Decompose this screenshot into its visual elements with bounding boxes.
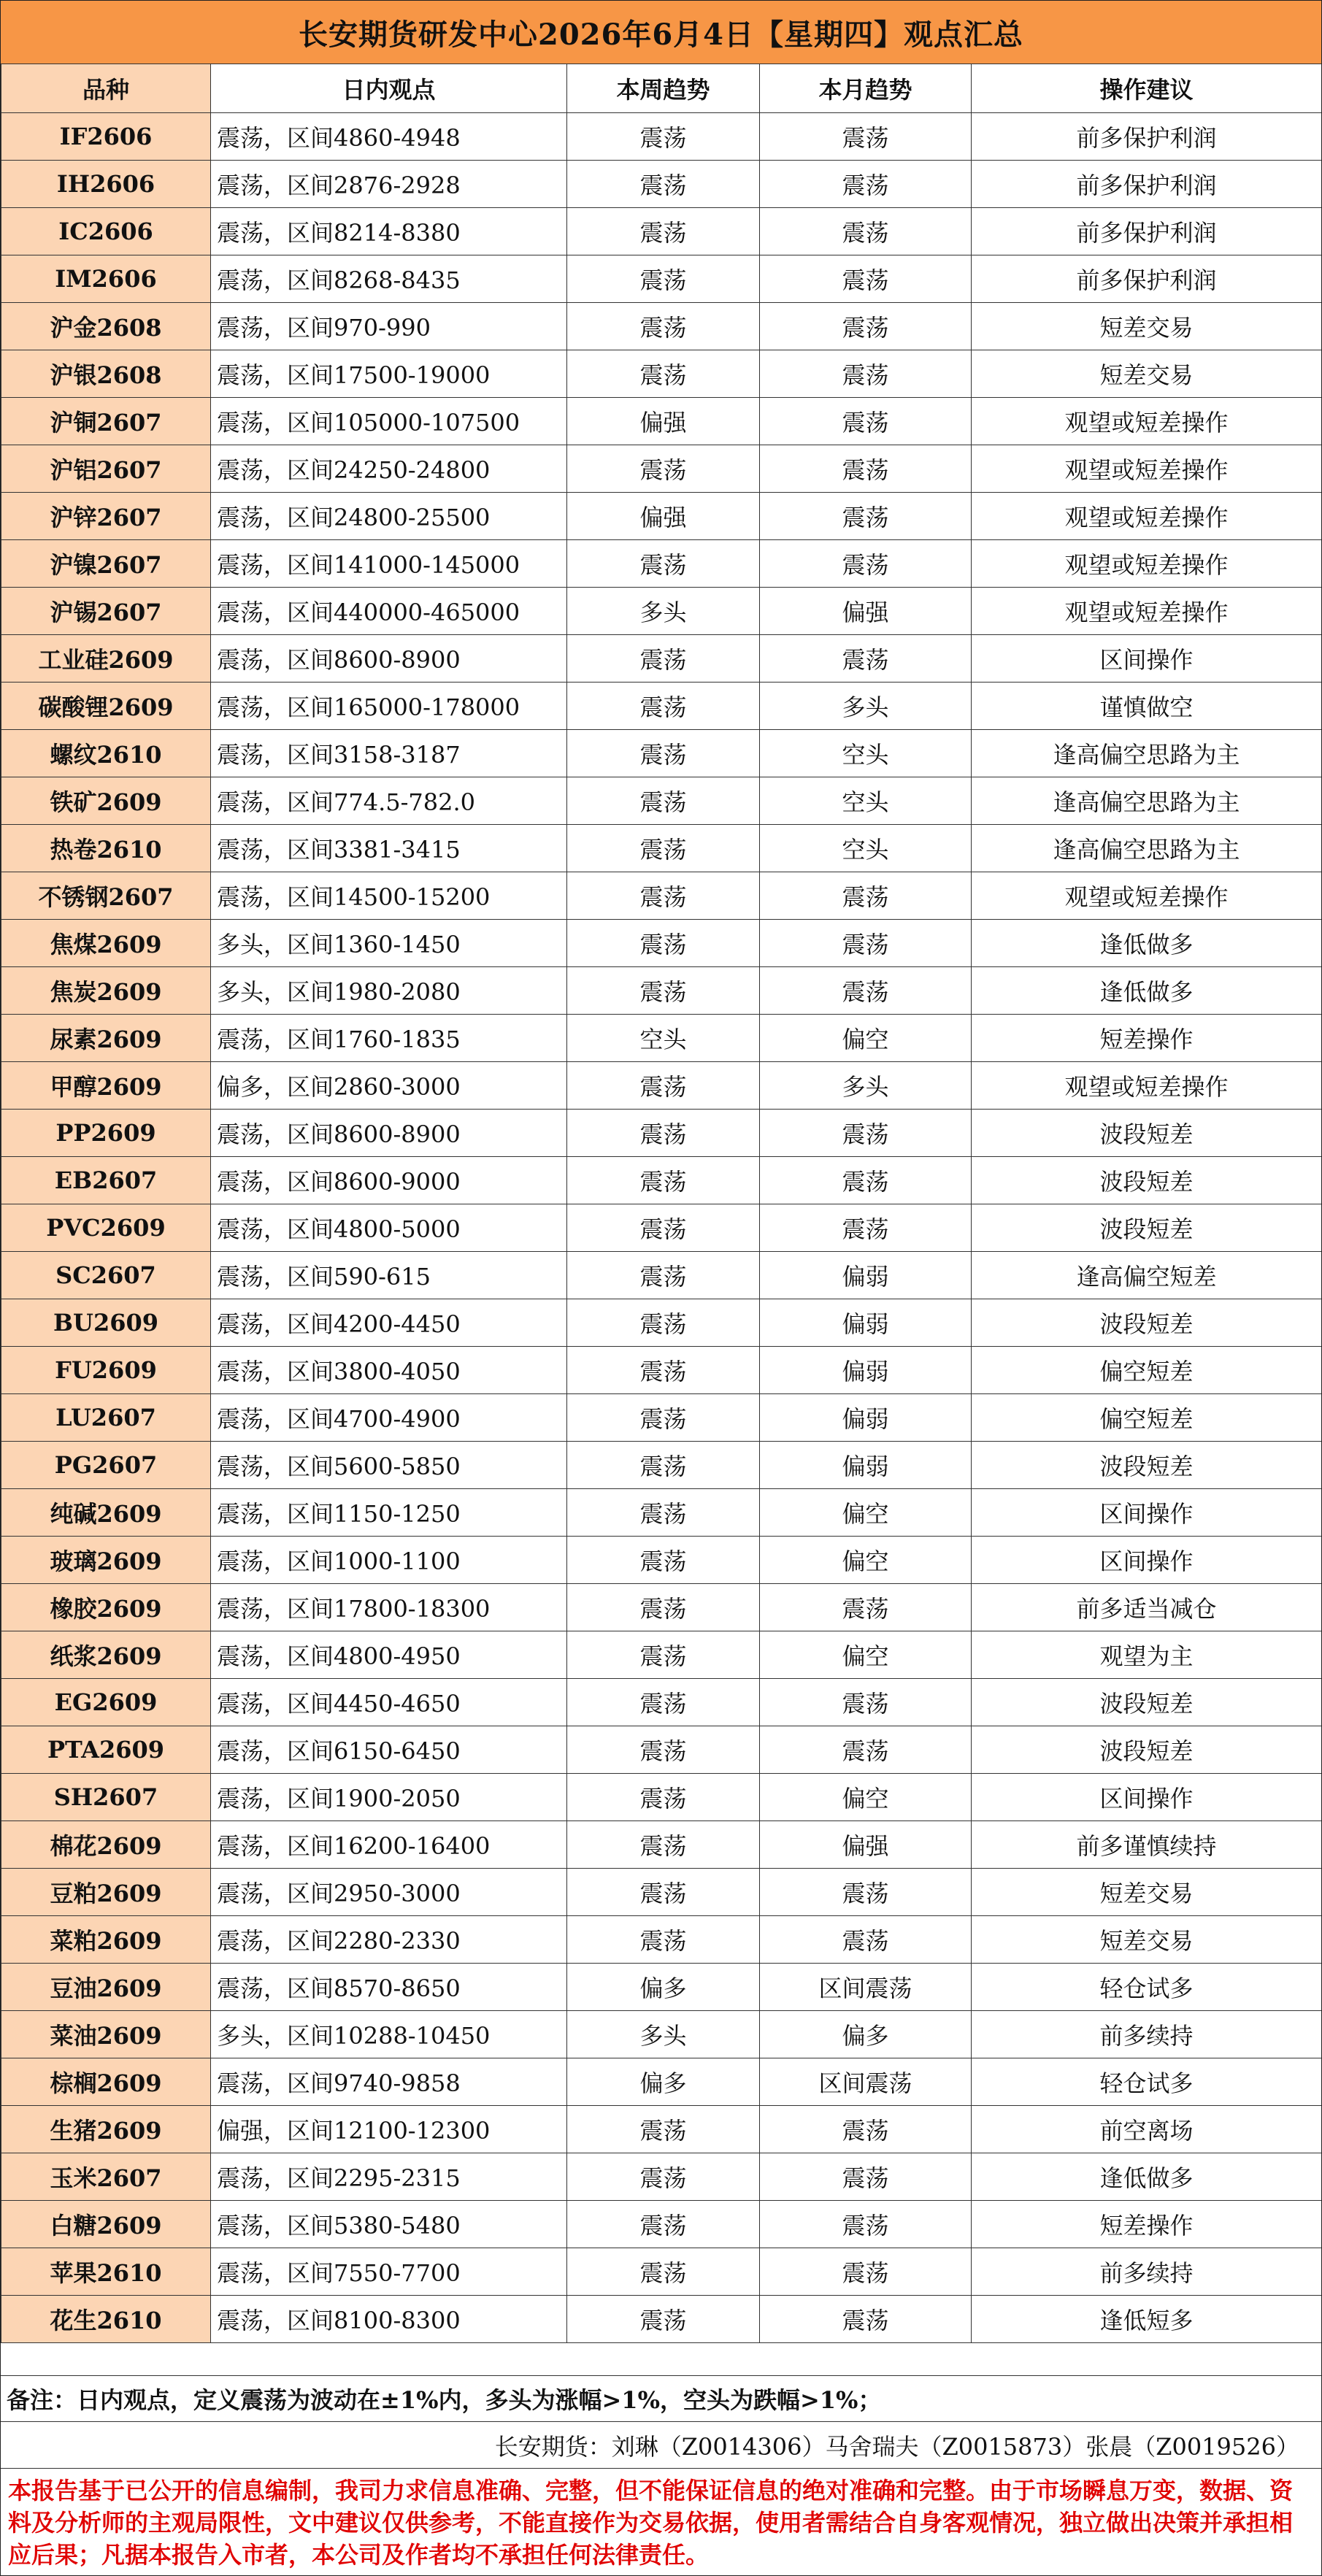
table-body bbox=[1, 113, 1322, 2343]
month-trend-cell: 偏空 bbox=[760, 1631, 972, 1679]
product-cell: PG2607 bbox=[1, 1442, 211, 1489]
product-cell: 白糖2609 bbox=[1, 2201, 211, 2248]
week-trend-cell: 震荡 bbox=[567, 2248, 760, 2296]
week-trend-cell: 震荡 bbox=[567, 967, 760, 1015]
week-trend-cell: 震荡 bbox=[567, 872, 760, 920]
advice-cell: 波段短差 bbox=[972, 1204, 1322, 1252]
table-row bbox=[1, 1631, 1322, 1679]
intraday-view-cell: 震荡，区间8600-8900 bbox=[211, 635, 567, 683]
month-trend-cell: 震荡 bbox=[760, 1726, 972, 1774]
intraday-view-cell: 震荡，区间17800-18300 bbox=[211, 1584, 567, 1631]
advice-cell: 谨慎做空 bbox=[972, 683, 1322, 730]
week-trend-cell: 震荡 bbox=[567, 540, 760, 588]
month-trend-cell: 空头 bbox=[760, 825, 972, 872]
advice-cell: 波段短差 bbox=[972, 1726, 1322, 1774]
table-row bbox=[1, 350, 1322, 398]
product-cell: BU2609 bbox=[1, 1299, 211, 1347]
week-trend-cell: 震荡 bbox=[567, 208, 760, 255]
product-cell: 工业硅2609 bbox=[1, 635, 211, 683]
week-trend-cell: 震荡 bbox=[567, 1679, 760, 1726]
table-header bbox=[1, 64, 1322, 113]
intraday-view-cell: 震荡，区间3800-4050 bbox=[211, 1347, 567, 1394]
intraday-view-cell: 震荡，区间5380-5480 bbox=[211, 2201, 567, 2248]
week-trend-cell: 震荡 bbox=[567, 1204, 760, 1252]
product-cell: 不锈钢2607 bbox=[1, 872, 211, 920]
table-row bbox=[1, 730, 1322, 777]
intraday-view-cell: 震荡，区间3381-3415 bbox=[211, 825, 567, 872]
month-trend-cell: 偏弱 bbox=[760, 1394, 972, 1442]
week-trend-cell: 震荡 bbox=[567, 635, 760, 683]
intraday-view-cell: 震荡，区间8100-8300 bbox=[211, 2296, 567, 2343]
table-row bbox=[1, 1252, 1322, 1299]
month-trend-cell: 偏空 bbox=[760, 1015, 972, 1062]
intraday-view-cell: 震荡，区间3158-3187 bbox=[211, 730, 567, 777]
views-table bbox=[1, 64, 1322, 2343]
week-trend-cell: 震荡 bbox=[567, 1916, 760, 1964]
month-trend-cell: 空头 bbox=[760, 730, 972, 777]
advice-cell: 逢高偏空思路为主 bbox=[972, 777, 1322, 825]
product-cell: IH2606 bbox=[1, 161, 211, 208]
week-trend-cell: 偏多 bbox=[567, 1964, 760, 2011]
table-row bbox=[1, 1537, 1322, 1584]
month-trend-cell: 震荡 bbox=[760, 2296, 972, 2343]
intraday-view-cell: 震荡，区间6150-6450 bbox=[211, 1726, 567, 1774]
product-cell: 碳酸锂2609 bbox=[1, 683, 211, 730]
intraday-view-cell: 震荡，区间8268-8435 bbox=[211, 255, 567, 303]
header-month-trend: 本月趋势 bbox=[760, 64, 972, 113]
header-week-trend: 本周趋势 bbox=[567, 64, 760, 113]
intraday-view-cell: 震荡，区间8600-9000 bbox=[211, 1157, 567, 1204]
advice-cell: 前多续持 bbox=[972, 2011, 1322, 2058]
month-trend-cell: 震荡 bbox=[760, 872, 972, 920]
intraday-view-cell: 震荡，区间8600-8900 bbox=[211, 1110, 567, 1157]
intraday-view-cell: 多头，区间10288-10450 bbox=[211, 2011, 567, 2058]
product-cell: FU2609 bbox=[1, 1347, 211, 1394]
advice-cell: 波段短差 bbox=[972, 1110, 1322, 1157]
month-trend-cell: 震荡 bbox=[760, 2201, 972, 2248]
intraday-view-cell: 震荡，区间17500-19000 bbox=[211, 350, 567, 398]
advice-cell: 前多保护利润 bbox=[972, 208, 1322, 255]
week-trend-cell: 震荡 bbox=[567, 445, 760, 493]
table-row bbox=[1, 398, 1322, 445]
table-row bbox=[1, 1204, 1322, 1252]
report-title: 长安期货研发中心2026年6月4日【星期四】观点汇总 bbox=[1, 1, 1321, 65]
product-cell: 玉米2607 bbox=[1, 2153, 211, 2201]
week-trend-cell: 震荡 bbox=[567, 1774, 760, 1821]
table-row bbox=[1, 540, 1322, 588]
week-trend-cell: 震荡 bbox=[567, 1584, 760, 1631]
week-trend-cell: 偏多 bbox=[567, 2058, 760, 2106]
product-cell: 尿素2609 bbox=[1, 1015, 211, 1062]
table-row bbox=[1, 872, 1322, 920]
week-trend-cell: 震荡 bbox=[567, 1394, 760, 1442]
product-cell: 豆油2609 bbox=[1, 1964, 211, 2011]
product-cell: 甲醇2609 bbox=[1, 1062, 211, 1110]
advice-cell: 观望或短差操作 bbox=[972, 540, 1322, 588]
week-trend-cell: 震荡 bbox=[567, 2201, 760, 2248]
month-trend-cell: 震荡 bbox=[760, 2153, 972, 2201]
product-cell: 菜油2609 bbox=[1, 2011, 211, 2058]
week-trend-cell: 震荡 bbox=[567, 1157, 760, 1204]
product-cell: 棉花2609 bbox=[1, 1821, 211, 1869]
advice-cell: 前空离场 bbox=[972, 2106, 1322, 2153]
product-cell: 玻璃2609 bbox=[1, 1537, 211, 1584]
month-trend-cell: 震荡 bbox=[760, 1679, 972, 1726]
product-cell: 热卷2610 bbox=[1, 825, 211, 872]
intraday-view-cell: 震荡，区间24250-24800 bbox=[211, 445, 567, 493]
product-cell: 沪铝2607 bbox=[1, 445, 211, 493]
advice-cell: 轻仓试多 bbox=[972, 2058, 1322, 2106]
week-trend-cell: 震荡 bbox=[567, 1110, 760, 1157]
advice-cell: 逢低做多 bbox=[972, 920, 1322, 967]
intraday-view-cell: 多头，区间1980-2080 bbox=[211, 967, 567, 1015]
table-row bbox=[1, 1157, 1322, 1204]
intraday-view-cell: 偏多，区间2860-3000 bbox=[211, 1062, 567, 1110]
advice-cell: 波段短差 bbox=[972, 1442, 1322, 1489]
product-cell: 菜粕2609 bbox=[1, 1916, 211, 1964]
table-row bbox=[1, 1299, 1322, 1347]
product-cell: 纸浆2609 bbox=[1, 1631, 211, 1679]
month-trend-cell: 震荡 bbox=[760, 113, 972, 161]
table-row bbox=[1, 493, 1322, 540]
table-row bbox=[1, 208, 1322, 255]
table-row bbox=[1, 1110, 1322, 1157]
week-trend-cell: 震荡 bbox=[567, 2153, 760, 2201]
intraday-view-cell: 震荡，区间4200-4450 bbox=[211, 1299, 567, 1347]
table-row bbox=[1, 1347, 1322, 1394]
product-cell: 沪锌2607 bbox=[1, 493, 211, 540]
table-row bbox=[1, 635, 1322, 683]
table-row bbox=[1, 113, 1322, 161]
table-row bbox=[1, 967, 1322, 1015]
intraday-view-cell: 震荡，区间1150-1250 bbox=[211, 1489, 567, 1537]
advice-cell: 观望或短差操作 bbox=[972, 445, 1322, 493]
table-row bbox=[1, 825, 1322, 872]
week-trend-cell: 震荡 bbox=[567, 730, 760, 777]
week-trend-cell: 多头 bbox=[567, 588, 760, 635]
month-trend-cell: 区间震荡 bbox=[760, 1964, 972, 2011]
table-row bbox=[1, 1489, 1322, 1537]
intraday-view-cell: 震荡，区间2280-2330 bbox=[211, 1916, 567, 1964]
week-trend-cell: 震荡 bbox=[567, 113, 760, 161]
table-row bbox=[1, 1584, 1322, 1631]
product-cell: SC2607 bbox=[1, 1252, 211, 1299]
month-trend-cell: 震荡 bbox=[760, 350, 972, 398]
product-cell: 豆粕2609 bbox=[1, 1869, 211, 1916]
month-trend-cell: 震荡 bbox=[760, 920, 972, 967]
table-row bbox=[1, 1015, 1322, 1062]
intraday-view-cell: 震荡，区间24800-25500 bbox=[211, 493, 567, 540]
week-trend-cell: 震荡 bbox=[567, 2106, 760, 2153]
month-trend-cell: 空头 bbox=[760, 777, 972, 825]
month-trend-cell: 震荡 bbox=[760, 398, 972, 445]
intraday-view-cell: 震荡，区间165000-178000 bbox=[211, 683, 567, 730]
table-row bbox=[1, 2248, 1322, 2296]
table-row bbox=[1, 1964, 1322, 2011]
product-cell: PTA2609 bbox=[1, 1726, 211, 1774]
week-trend-cell: 多头 bbox=[567, 2011, 760, 2058]
week-trend-cell: 震荡 bbox=[567, 1537, 760, 1584]
product-cell: 纯碱2609 bbox=[1, 1489, 211, 1537]
month-trend-cell: 区间震荡 bbox=[760, 2058, 972, 2106]
advice-cell: 前多谨慎续持 bbox=[972, 1821, 1322, 1869]
month-trend-cell: 偏强 bbox=[760, 1821, 972, 1869]
month-trend-cell: 震荡 bbox=[760, 1584, 972, 1631]
month-trend-cell: 震荡 bbox=[760, 208, 972, 255]
table-row bbox=[1, 303, 1322, 350]
advice-cell: 偏空短差 bbox=[972, 1347, 1322, 1394]
advice-cell: 偏空短差 bbox=[972, 1394, 1322, 1442]
intraday-view-cell: 震荡，区间4450-4650 bbox=[211, 1679, 567, 1726]
advice-cell: 短差交易 bbox=[972, 1869, 1322, 1916]
month-trend-cell: 偏弱 bbox=[760, 1347, 972, 1394]
intraday-view-cell: 震荡，区间1000-1100 bbox=[211, 1537, 567, 1584]
month-trend-cell: 震荡 bbox=[760, 2106, 972, 2153]
month-trend-cell: 震荡 bbox=[760, 1869, 972, 1916]
advice-cell: 前多适当减仓 bbox=[972, 1584, 1322, 1631]
intraday-view-cell: 震荡，区间8570-8650 bbox=[211, 1964, 567, 2011]
advice-cell: 逢低短多 bbox=[972, 2296, 1322, 2343]
intraday-view-cell: 震荡，区间14500-15200 bbox=[211, 872, 567, 920]
intraday-view-cell: 震荡，区间2295-2315 bbox=[211, 2153, 567, 2201]
month-trend-cell: 震荡 bbox=[760, 493, 972, 540]
advice-cell: 区间操作 bbox=[972, 1774, 1322, 1821]
month-trend-cell: 震荡 bbox=[760, 2248, 972, 2296]
remark-note: 备注：日内观点，定义震荡为波动在±1%内，多头为涨幅>1%，空头为跌幅>1%； bbox=[1, 2375, 1321, 2422]
week-trend-cell: 震荡 bbox=[567, 350, 760, 398]
month-trend-cell: 震荡 bbox=[760, 967, 972, 1015]
table-row bbox=[1, 1062, 1322, 1110]
advice-cell: 轻仓试多 bbox=[972, 1964, 1322, 2011]
intraday-view-cell: 震荡，区间4860-4948 bbox=[211, 113, 567, 161]
advice-cell: 观望或短差操作 bbox=[972, 872, 1322, 920]
week-trend-cell: 震荡 bbox=[567, 1489, 760, 1537]
intraday-view-cell: 震荡，区间9740-9858 bbox=[211, 2058, 567, 2106]
advice-cell: 观望或短差操作 bbox=[972, 493, 1322, 540]
product-cell: 棕榈2609 bbox=[1, 2058, 211, 2106]
advice-cell: 前多续持 bbox=[972, 2248, 1322, 2296]
table-row bbox=[1, 1679, 1322, 1726]
advice-cell: 短差交易 bbox=[972, 303, 1322, 350]
intraday-view-cell: 震荡，区间774.5-782.0 bbox=[211, 777, 567, 825]
analyst-credits: 长安期货：刘琳（Z0014306）马舍瑞夫（Z0015873）张晨（Z0019526） bbox=[1, 2422, 1321, 2469]
advice-cell: 短差操作 bbox=[972, 1015, 1322, 1062]
product-cell: 沪金2608 bbox=[1, 303, 211, 350]
intraday-view-cell: 震荡，区间590-615 bbox=[211, 1252, 567, 1299]
advice-cell: 波段短差 bbox=[972, 1157, 1322, 1204]
disclaimer-text: 本报告基于已公开的信息编制，我司力求信息准确、完整，但不能保证信息的绝对准确和完整。由于市场瞬息万变，数据、资料及分析师的主观局限性，文中建议仅供参考，不能直接作为交易依据，使用者需结合自身客观情况，独立做出决策并承担相应后果；凡据本报告入市者，本公司及作者均不承担任何法律责任。 bbox=[8, 2477, 1294, 2569]
month-trend-cell: 偏空 bbox=[760, 1489, 972, 1537]
table-row bbox=[1, 2011, 1322, 2058]
month-trend-cell: 偏空 bbox=[760, 1774, 972, 1821]
month-trend-cell: 震荡 bbox=[760, 303, 972, 350]
intraday-view-cell: 震荡，区间16200-16400 bbox=[211, 1821, 567, 1869]
product-cell: SH2607 bbox=[1, 1774, 211, 1821]
product-cell: 焦煤2609 bbox=[1, 920, 211, 967]
table-row bbox=[1, 1869, 1322, 1916]
week-trend-cell: 偏强 bbox=[567, 398, 760, 445]
month-trend-cell: 偏弱 bbox=[760, 1442, 972, 1489]
week-trend-cell: 震荡 bbox=[567, 777, 760, 825]
week-trend-cell: 震荡 bbox=[567, 825, 760, 872]
advice-cell: 区间操作 bbox=[972, 1537, 1322, 1584]
table-row bbox=[1, 1821, 1322, 1869]
advice-cell: 区间操作 bbox=[972, 635, 1322, 683]
product-cell: 沪镍2607 bbox=[1, 540, 211, 588]
header-intraday-view: 日内观点 bbox=[211, 64, 567, 113]
intraday-view-cell: 震荡，区间4800-5000 bbox=[211, 1204, 567, 1252]
table-row bbox=[1, 2201, 1322, 2248]
product-cell: IM2606 bbox=[1, 255, 211, 303]
month-trend-cell: 偏强 bbox=[760, 588, 972, 635]
intraday-view-cell: 震荡，区间7550-7700 bbox=[211, 2248, 567, 2296]
table-row bbox=[1, 161, 1322, 208]
product-cell: EB2607 bbox=[1, 1157, 211, 1204]
table-row bbox=[1, 777, 1322, 825]
advice-cell: 短差交易 bbox=[972, 1916, 1322, 1964]
table-row bbox=[1, 2296, 1322, 2343]
week-trend-cell: 震荡 bbox=[567, 303, 760, 350]
table-row bbox=[1, 683, 1322, 730]
month-trend-cell: 偏多 bbox=[760, 2011, 972, 2058]
week-trend-cell: 震荡 bbox=[567, 1821, 760, 1869]
product-cell: IF2606 bbox=[1, 113, 211, 161]
product-cell: 沪锡2607 bbox=[1, 588, 211, 635]
week-trend-cell: 偏强 bbox=[567, 493, 760, 540]
product-cell: LU2607 bbox=[1, 1394, 211, 1442]
product-cell: 焦炭2609 bbox=[1, 967, 211, 1015]
week-trend-cell: 空头 bbox=[567, 1015, 760, 1062]
advice-cell: 区间操作 bbox=[972, 1489, 1322, 1537]
week-trend-cell: 震荡 bbox=[567, 1631, 760, 1679]
month-trend-cell: 震荡 bbox=[760, 1157, 972, 1204]
intraday-view-cell: 震荡，区间1760-1835 bbox=[211, 1015, 567, 1062]
week-trend-cell: 震荡 bbox=[567, 2296, 760, 2343]
intraday-view-cell: 偏强，区间12100-12300 bbox=[211, 2106, 567, 2153]
table-row bbox=[1, 588, 1322, 635]
week-trend-cell: 震荡 bbox=[567, 920, 760, 967]
week-trend-cell: 震荡 bbox=[567, 1299, 760, 1347]
product-cell: 苹果2610 bbox=[1, 2248, 211, 2296]
week-trend-cell: 震荡 bbox=[567, 683, 760, 730]
month-trend-cell: 震荡 bbox=[760, 1916, 972, 1964]
month-trend-cell: 震荡 bbox=[760, 445, 972, 493]
table-row bbox=[1, 1916, 1322, 1964]
intraday-view-cell: 多头，区间1360-1450 bbox=[211, 920, 567, 967]
week-trend-cell: 震荡 bbox=[567, 1442, 760, 1489]
week-trend-cell: 震荡 bbox=[567, 255, 760, 303]
product-cell: 沪银2608 bbox=[1, 350, 211, 398]
intraday-view-cell: 震荡，区间5600-5850 bbox=[211, 1442, 567, 1489]
intraday-view-cell: 震荡，区间440000-465000 bbox=[211, 588, 567, 635]
week-trend-cell: 震荡 bbox=[567, 1869, 760, 1916]
product-cell: 橡胶2609 bbox=[1, 1584, 211, 1631]
month-trend-cell: 震荡 bbox=[760, 1204, 972, 1252]
intraday-view-cell: 震荡，区间2876-2928 bbox=[211, 161, 567, 208]
advice-cell: 短差交易 bbox=[972, 350, 1322, 398]
product-cell: 生猪2609 bbox=[1, 2106, 211, 2153]
product-cell: IC2606 bbox=[1, 208, 211, 255]
advice-cell: 观望或短差操作 bbox=[972, 588, 1322, 635]
advice-cell: 观望为主 bbox=[972, 1631, 1322, 1679]
advice-cell: 前多保护利润 bbox=[972, 161, 1322, 208]
week-trend-cell: 震荡 bbox=[567, 1062, 760, 1110]
intraday-view-cell: 震荡，区间4800-4950 bbox=[211, 1631, 567, 1679]
intraday-view-cell: 震荡，区间2950-3000 bbox=[211, 1869, 567, 1916]
month-trend-cell: 偏空 bbox=[760, 1537, 972, 1584]
advice-cell: 短差操作 bbox=[972, 2201, 1322, 2248]
product-cell: PVC2609 bbox=[1, 1204, 211, 1252]
intraday-view-cell: 震荡，区间970-990 bbox=[211, 303, 567, 350]
product-cell: 沪铜2607 bbox=[1, 398, 211, 445]
month-trend-cell: 偏弱 bbox=[760, 1299, 972, 1347]
advice-cell: 逢低做多 bbox=[972, 967, 1322, 1015]
month-trend-cell: 震荡 bbox=[760, 255, 972, 303]
advice-cell: 前多保护利润 bbox=[972, 255, 1322, 303]
week-trend-cell: 震荡 bbox=[567, 1252, 760, 1299]
advice-cell: 逢低做多 bbox=[972, 2153, 1322, 2201]
product-cell: EG2609 bbox=[1, 1679, 211, 1726]
header-advice: 操作建议 bbox=[972, 64, 1322, 113]
month-trend-cell: 偏弱 bbox=[760, 1252, 972, 1299]
week-trend-cell: 震荡 bbox=[567, 1347, 760, 1394]
table-row bbox=[1, 1394, 1322, 1442]
advice-cell: 观望或短差操作 bbox=[972, 398, 1322, 445]
table-row bbox=[1, 445, 1322, 493]
table-row bbox=[1, 255, 1322, 303]
month-trend-cell: 多头 bbox=[760, 1062, 972, 1110]
month-trend-cell: 多头 bbox=[760, 683, 972, 730]
intraday-view-cell: 震荡，区间1900-2050 bbox=[211, 1774, 567, 1821]
table-row bbox=[1, 2106, 1322, 2153]
advice-cell: 逢高偏空思路为主 bbox=[972, 730, 1322, 777]
intraday-view-cell: 震荡，区间141000-145000 bbox=[211, 540, 567, 588]
table-row bbox=[1, 2153, 1322, 2201]
month-trend-cell: 震荡 bbox=[760, 635, 972, 683]
advice-cell: 逢高偏空思路为主 bbox=[972, 825, 1322, 872]
week-trend-cell: 震荡 bbox=[567, 161, 760, 208]
month-trend-cell: 震荡 bbox=[760, 161, 972, 208]
advice-cell: 观望或短差操作 bbox=[972, 1062, 1322, 1110]
advice-cell: 波段短差 bbox=[972, 1679, 1322, 1726]
intraday-view-cell: 震荡，区间4700-4900 bbox=[211, 1394, 567, 1442]
advice-cell: 波段短差 bbox=[972, 1299, 1322, 1347]
advice-cell: 前多保护利润 bbox=[972, 113, 1322, 161]
product-cell: PP2609 bbox=[1, 1110, 211, 1157]
intraday-view-cell: 震荡，区间8214-8380 bbox=[211, 208, 567, 255]
product-cell: 花生2610 bbox=[1, 2296, 211, 2343]
table-row bbox=[1, 1774, 1322, 1821]
intraday-view-cell: 震荡，区间105000-107500 bbox=[211, 398, 567, 445]
table-row bbox=[1, 1442, 1322, 1489]
month-trend-cell: 震荡 bbox=[760, 540, 972, 588]
product-cell: 铁矿2609 bbox=[1, 777, 211, 825]
table-row bbox=[1, 1726, 1322, 1774]
advice-cell: 逢高偏空短差 bbox=[972, 1252, 1322, 1299]
week-trend-cell: 震荡 bbox=[567, 1726, 760, 1774]
product-cell: 螺纹2610 bbox=[1, 730, 211, 777]
table-row bbox=[1, 920, 1322, 967]
header-product: 品种 bbox=[1, 64, 211, 113]
month-trend-cell: 震荡 bbox=[760, 1110, 972, 1157]
table-row bbox=[1, 2058, 1322, 2106]
